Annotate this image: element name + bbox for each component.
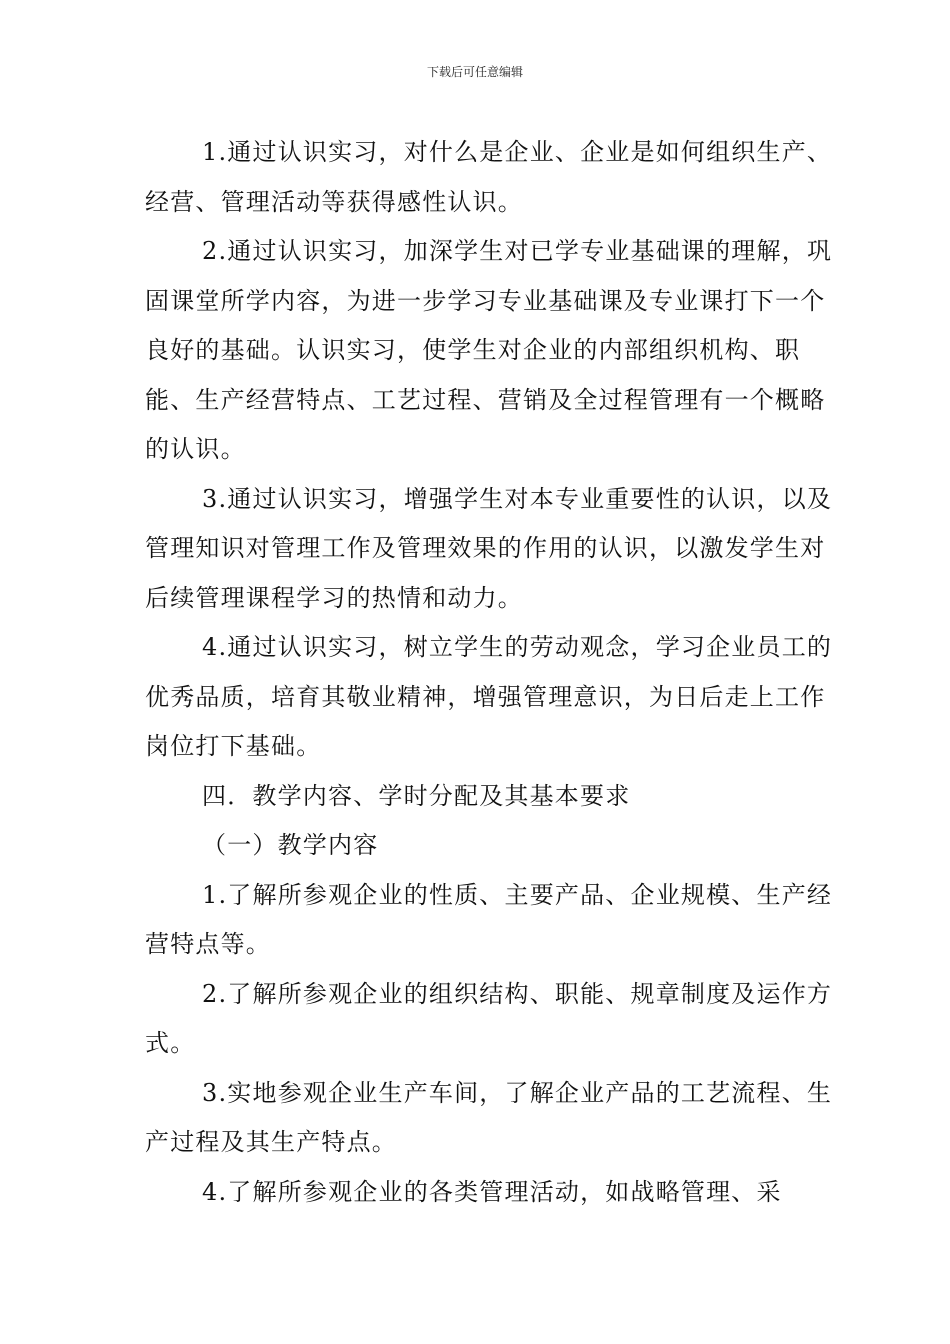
document-body (145, 128, 835, 1217)
paragraph-content-4: 4.了解所参观企业的各类管理活动，如战略管理、采 (202, 1177, 782, 1206)
paragraph-goal-4: 4.通过认识实习，树立学生的劳动观念，学习企业员工的优秀品质，培育其敬业精神，增强管理意识，为日后走上工作岗位打下基础。 (145, 633, 833, 760)
paragraph-content-2: 2.了解所参观企业的组织结构、职能、规章制度及运作方式。 (145, 979, 833, 1057)
subsection-heading: （一）教学内容 (202, 831, 379, 859)
paragraph-content-1: 1.了解所参观企业的性质、主要产品、企业规模、生产经营特点等。 (145, 880, 833, 958)
paragraph-content-3: 3.实地参观企业生产车间，了解企业产品的工艺流程、生产过程及其生产特点。 (145, 1078, 833, 1156)
paragraph-goal-2: 2.通过认识实习，加深学生对已学专业基础课的理解，巩固课堂所学内容，为进一步学习专业基础课及专业课打下一个良好的基础。认识实习，使学生对企业的内部组织机构、职能、生产经营特点、工艺过程、营销及全过程管理有一个概略的认识。 (145, 237, 833, 463)
section-heading: 四．教学内容、学时分配及其基本要求 (202, 781, 631, 810)
page-header: 下载后可任意编辑 (426, 65, 523, 79)
paragraph-goal-3: 3.通过认识实习，增强学生对本专业重要性的认识，以及管理知识对管理工作及管理效果的作用的认识，以激发学生对后续管理课程学习的热情和动力。 (145, 484, 833, 612)
paragraph-goal-1: 1.通过认识实习，对什么是企业、企业是如何组织生产、经营、管理活动等获得感性认识。 (145, 138, 833, 216)
